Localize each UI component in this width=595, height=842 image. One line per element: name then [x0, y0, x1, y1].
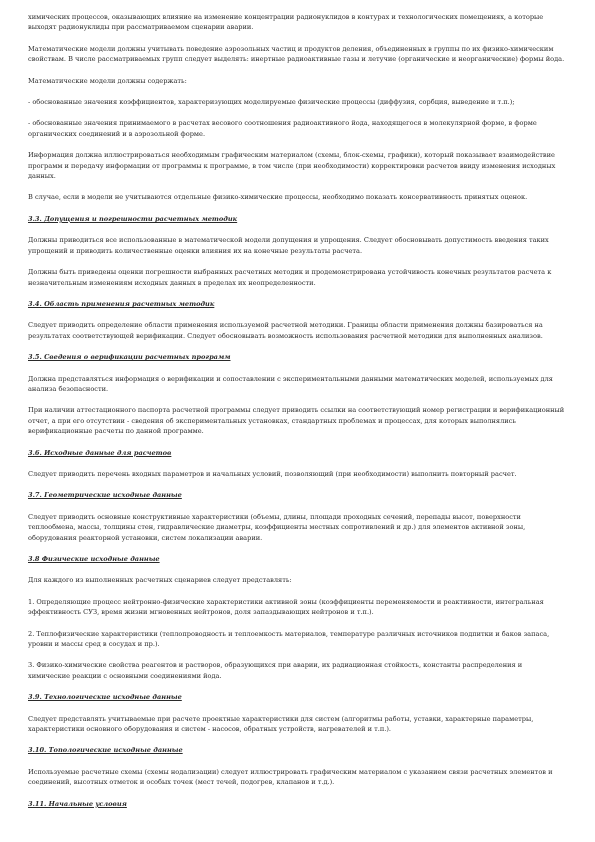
paragraph: Следует приводить определение области применения используемой расчетной методики. Границы области применения должны базироваться на результатах соответствующей верификации. Следует обосновывать возможность использования расчетной методики для выполненных анализов.: [28, 321, 543, 340]
paragraph: При наличии аттестационного паспорта расчетной программы следует приводить ссылки на соответствующий номер регистрации и верификационный отчет, а при его отсутствии - сведения об экспериментальных установках, стандартных проблемах и процессах, для которых выполнялись верификационные расчеты по данной программе.: [28, 406, 565, 436]
list-item: 1. Определяющие процесс нейтронно-физические характеристики активной зоны (коэффициенты переменяемости и реактивности, интегральная эффективность СУЗ, время жизни мгновенных нейтронов, доля запаздывающих нейтронов и т.п.).: [28, 597, 544, 617]
paragraph: Математические модели должны содержать:: [28, 76, 187, 85]
list-item: - обоснованные значения коэффициентов, характеризующих моделируемые физические процессы (диффузия, сорбция, выведение и т.п.);: [28, 98, 515, 107]
section-heading-3-5: 3.5. Сведения о верификации расчетных программ: [28, 353, 231, 362]
paragraph: Следует представлять учитываемые при расчете проектные характеристики для систем (алгоритмы работы, уставки, характерные параметры, характеристики основного оборудования и систем - насосов, обратных устройств, нагревателей и т.п.).: [28, 714, 534, 734]
section-heading-3-6: 3.6. Исходные данные для расчетов: [28, 448, 172, 457]
list-item: 3. Физико-химические свойства реагентов и растворов, образующихся при аварии, их радиационная стойкость, константы распределения и химические реакции с основными соединениями йода.: [28, 661, 523, 680]
paragraph: Следует приводить перечень входных параметров и начальных условий, позволяющий (при необходимости) выполнить повторный расчет.: [28, 469, 517, 478]
paragraph: Должна представляться информация о верификации и сопоставлении с экспериментальными данными математических моделей, используемых для анализа безопасности.: [28, 374, 553, 393]
section-heading-3-10: 3.10. Топологические исходные данные: [28, 746, 183, 755]
document-page: [28, 12, 566, 820]
section-heading-3-8: 3.8 Физические исходные данные: [28, 555, 160, 563]
paragraph: Следует приводить основные конструктивные характеристики (объемы, длины, площади проходных сечений, перепады высот, поверхности теплообмена, массы, толщины стен, гидравлические диаметры, коэффициенты местных сопротивлений и др.) для элементов активной зоны, оборудования реакторной установки, систем локализации аварии.: [28, 512, 526, 542]
paragraph: химических процессов, оказывающих влияние на изменение концентрации радионуклидов в контурах и технологических помещениях, а которые выходят радионуклиды при рассматриваемом сценарии аварии.: [28, 13, 544, 32]
paragraph: В случае, если в модели не учитываются отдельные физико-химические процессы, необходимо показать консервативность принятых оценок.: [28, 193, 528, 202]
paragraph: Должны быть приведены оценки погрешности выбранных расчетных методик и продемонстрирована устойчивость конечных результатов расчета к незначительным изменениям исходных данных в пределах их неопределенности.: [28, 268, 552, 287]
paragraph: Математические модели должны учитывать поведение аэрозольных частиц и продуктов деления, объединенных в группы по их физико-химическим свойствам. В числе рассматриваемых групп следует выделять: инертные радиоактивные газы и летучие (органические и неорганические) формы йода.: [28, 44, 565, 64]
list-item: 2. Теплофизические характеристики (теплопроводность и теплоемкость материалов, температуре различных источников подпитки и баков запаса, уровни и массы сред в сосудах и пр.).: [28, 629, 550, 649]
section-heading-3-7: 3.7. Геометрические исходные данные: [28, 491, 182, 500]
list-item: - обоснованные значения принимаемого в расчетах весового соотношения радиоактивного йода, находящегося в молекулярной форме, в форме органических соединений и в аэрозольной форме.: [28, 119, 537, 138]
section-heading-3-4: 3.4. Область применения расчетных методик: [28, 299, 215, 308]
section-heading-3-11: 3.11. Начальные условия: [28, 799, 127, 808]
section-heading-3-3: 3.3. Допущения и погрешности расчетных методик: [28, 214, 238, 223]
paragraph: Информация должна иллюстрироваться необходимым графическим материалом (схемы, блок-схемы, графики), который показывает взаимодействие программ и передачу информации от программы к программе, в том числе (при необходимости) корректировки расчетов ввиду изменения исходных данных.: [28, 151, 556, 181]
paragraph: Для каждого из выполненных расчетных сценариев следует представлять:: [28, 576, 292, 585]
paragraph: Используемые расчетные схемы (схемы нодализации) следует иллюстрировать графическим материалом с указанием связи расчетных элементов и соединений, высотных отметок и особых точек (мест течей, подогрев, клапанов и т.д.).: [28, 767, 553, 787]
section-heading-3-9: 3.9. Технологические исходные данные: [28, 693, 182, 702]
paragraph: Должны приводиться все использованные в математической модели допущения и упрощения. Следует обосновывать допустимость введения таких упрощений и приводить количественные оценки влияния их на конечные результаты расчета.: [28, 236, 549, 255]
